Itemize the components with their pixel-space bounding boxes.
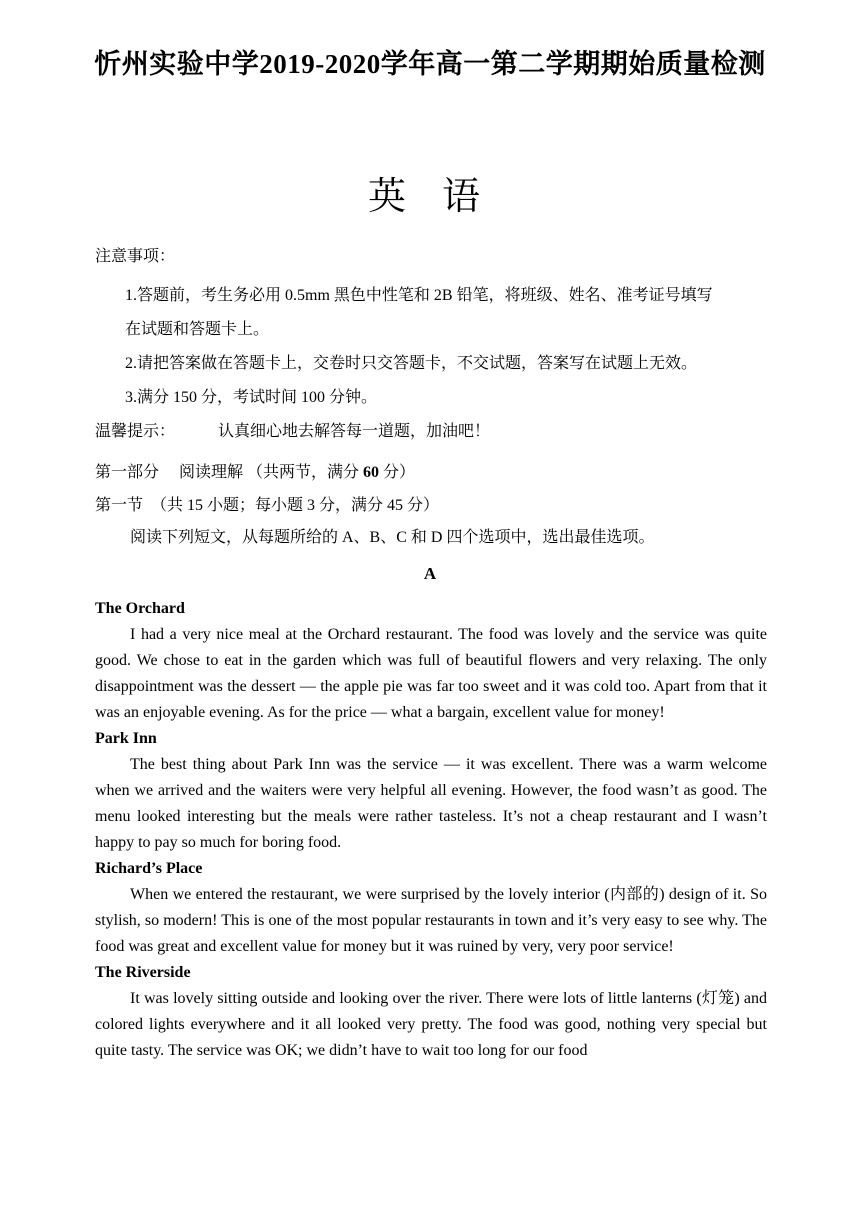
section-one-instruction: 阅读下列短文，从每题所给的 A、B、C 和 D 四个选项中，选出最佳选项。: [130, 529, 655, 546]
review-title: Richard’s Place: [95, 860, 203, 877]
passage-letter: A: [423, 564, 437, 583]
tip-text: 认真细心地去解答每一道题，加油吧！: [218, 423, 491, 440]
notice-heading: 注意事项：: [95, 248, 176, 265]
section-one-heading: 第一节 （共 15 小题；每小题 3 分，满分 45 分）: [95, 497, 440, 514]
notice-item-1-line-2: 在试题和答题卡上。: [125, 321, 270, 338]
review-title: Park Inn: [95, 730, 157, 747]
review-title: The Orchard: [95, 600, 185, 617]
passage-a: [95, 596, 767, 1064]
tip-label: 温馨提示：: [95, 423, 176, 440]
review-body: When we entered the restaurant, we were surprised by the lovely interior (内部的) design of it. So stylish, so modern! This is one of the most popular restaurants in town and it’s very easy to see why. The food was great and excellent value for money but it was ruined by very, very poor service!: [95, 886, 767, 955]
part-one-heading: [95, 459, 415, 482]
notice-item-1-line-1: 1.答题前，考生务必用 0.5mm 黑色中性笔和 2B 铅笔，将班级、姓名、准考证号填写: [125, 287, 713, 304]
review-title: The Riverside: [95, 964, 191, 981]
part-one-prefix: 第一部分 阅读理解 （共两节，满分: [95, 464, 364, 481]
notice-item-3: 3.满分 150 分，考试时间 100 分钟。: [125, 389, 378, 406]
subject-title: 英 语: [367, 174, 493, 218]
review-body: It was lovely sitting outside and looking over the river. There were lots of little lanterns (灯笼) and colored lights everywhere and it all looked very pretty. The food was good, nothing very special but quite tasty. The service was OK; we didn’t have to wait too long for our food: [95, 990, 767, 1059]
exam-title: 忻州实验中学2019-2020学年高一第二学期期始质量检测: [94, 49, 766, 79]
review-body: The best thing about Park Inn was the service — it was excellent. There was a warm welcome when we arrived and the waiters were very helpful all evening. However, the food wasn’t as good. The menu looked interesting but the meals were rather tasteless. It’s not a cheap restaurant and I wasn’t happy to pay so much for boring food.: [95, 756, 767, 851]
part-one-suffix: 分）: [379, 464, 416, 481]
part-one-score: 60: [363, 464, 380, 481]
review-body: I had a very nice meal at the Orchard restaurant. The food was lovely and the service was quite good. We chose to eat in the garden which was full of beautiful flowers and very relaxing. The only disappointment was the dessert — the apple pie was far too sweet and it was cold too. Apart from that it was an enjoyable evening. As for the price — what a bargain, excellent value for money!: [95, 626, 767, 721]
notice-item-2: 2.请把答案做在答题卡上，交卷时只交答题卡，不交试题，答案写在试题上无效。: [125, 355, 698, 372]
